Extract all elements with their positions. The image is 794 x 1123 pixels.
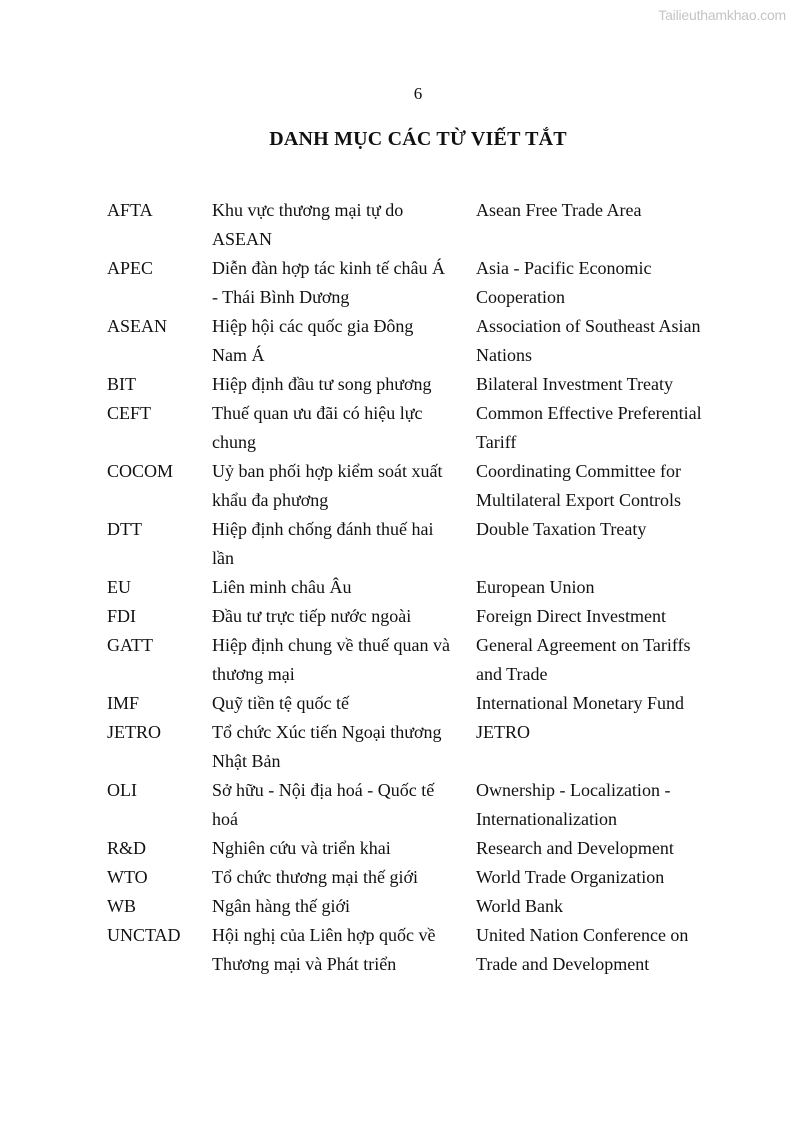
english-meaning-line: and Trade	[476, 664, 548, 684]
english-meaning-line	[476, 747, 726, 776]
english-meaning-line: European Union	[476, 577, 595, 597]
abbreviation-code: WTO	[107, 867, 148, 887]
abbreviation-row	[107, 892, 727, 921]
abbreviation-row	[107, 457, 727, 515]
english-meaning	[476, 892, 726, 921]
english-meaning-line: Multilateral Export Controls	[476, 490, 681, 510]
vietnamese-meaning-line: Quỹ tiền tệ quốc tế	[212, 693, 349, 713]
english-meaning-line: Ownership - Localization -	[476, 780, 671, 800]
english-meaning	[476, 196, 726, 254]
vietnamese-meaning	[212, 689, 476, 718]
vietnamese-meaning	[212, 457, 476, 515]
english-meaning-line: JETRO	[476, 722, 530, 742]
abbreviation-code: R&D	[107, 838, 147, 858]
abbreviation-code: CEFT	[107, 403, 152, 423]
vietnamese-meaning-line: Hiệp hội các quốc gia Đông	[212, 316, 414, 336]
english-meaning-line	[476, 544, 726, 573]
english-meaning	[476, 921, 726, 979]
english-meaning-line: Common Effective Preferential	[476, 403, 702, 423]
vietnamese-meaning	[212, 515, 476, 573]
english-meaning-line: Cooperation	[476, 287, 565, 307]
english-meaning-line: International Monetary Fund	[476, 693, 684, 713]
english-meaning	[476, 602, 726, 631]
english-meaning-line: United Nation Conference on	[476, 925, 689, 945]
abbreviation-code: OLI	[107, 780, 137, 800]
english-meaning	[476, 863, 726, 892]
vietnamese-meaning-line: Liên minh châu Âu	[212, 577, 352, 597]
vietnamese-meaning	[212, 631, 476, 689]
english-meaning-line: Internationalization	[476, 809, 617, 829]
vietnamese-meaning	[212, 254, 476, 312]
vietnamese-meaning-line: - Thái Bình Dương	[212, 287, 350, 307]
english-meaning-line: World Trade Organization	[476, 867, 665, 887]
vietnamese-meaning-line: Hiệp định đầu tư song phương	[212, 374, 432, 394]
abbreviation-row	[107, 718, 727, 776]
abbreviation-code: AFTA	[107, 200, 153, 220]
vietnamese-meaning-line: Nam Á	[212, 345, 265, 365]
english-meaning-line: Tariff	[476, 432, 517, 452]
vietnamese-meaning	[212, 921, 476, 979]
english-meaning-line: Asia - Pacific Economic	[476, 258, 652, 278]
english-meaning-line: Double Taxation Treaty	[476, 519, 647, 539]
vietnamese-meaning	[212, 834, 476, 863]
english-meaning	[476, 457, 726, 515]
vietnamese-meaning-line: Thương mại và Phát triển	[212, 954, 397, 974]
english-meaning-line	[476, 225, 726, 254]
vietnamese-meaning-line: Khu vực thương mại tự do	[212, 200, 404, 220]
vietnamese-meaning-line: Tổ chức Xúc tiến Ngoại thương	[212, 722, 442, 742]
abbreviation-code: JETRO	[107, 722, 161, 742]
vietnamese-meaning-line: Sở hữu - Nội địa hoá - Quốc tế	[212, 780, 435, 800]
abbreviation-row	[107, 196, 727, 254]
abbreviation-row	[107, 834, 727, 863]
vietnamese-meaning-line: Diễn đàn hợp tác kinh tế châu Á	[212, 258, 445, 278]
english-meaning	[476, 573, 726, 602]
vietnamese-meaning-line: Uỷ ban phối hợp kiểm soát xuất	[212, 461, 443, 481]
abbreviation-code: DTT	[107, 519, 142, 539]
english-meaning	[476, 370, 726, 399]
abbreviation-row	[107, 863, 727, 892]
vietnamese-meaning-line: Đầu tư trực tiếp nước ngoài	[212, 606, 412, 626]
vietnamese-meaning-line: lần	[212, 548, 234, 568]
english-meaning-line: Asean Free Trade Area	[476, 200, 642, 220]
page-title: DANH MỤC CÁC TỪ VIẾT TẮT	[269, 128, 567, 150]
abbreviation-code: GATT	[107, 635, 153, 655]
vietnamese-meaning-line: Thuế quan ưu đãi có hiệu lực	[212, 403, 423, 423]
vietnamese-meaning	[212, 196, 476, 254]
vietnamese-meaning	[212, 370, 476, 399]
abbreviation-code: ASEAN	[107, 316, 168, 336]
english-meaning	[476, 399, 726, 457]
abbreviation-row	[107, 254, 727, 312]
abbreviation-row	[107, 776, 727, 834]
vietnamese-meaning-line: Hiệp định chống đánh thuế hai	[212, 519, 434, 539]
vietnamese-meaning-line: Nghiên cứu và triển khai	[212, 838, 391, 858]
abbreviation-code: BIT	[107, 374, 136, 394]
english-meaning	[476, 631, 726, 689]
english-meaning-line: Foreign Direct Investment	[476, 606, 666, 626]
abbreviation-code: COCOM	[107, 461, 174, 481]
abbreviation-row	[107, 689, 727, 718]
abbreviation-row	[107, 631, 727, 689]
english-meaning	[476, 718, 726, 776]
abbreviation-row	[107, 921, 727, 979]
english-meaning-line: Research and Development	[476, 838, 674, 858]
vietnamese-meaning	[212, 573, 476, 602]
abbreviation-row	[107, 399, 727, 457]
vietnamese-meaning	[212, 718, 476, 776]
vietnamese-meaning-line: Hội nghị của Liên hợp quốc về	[212, 925, 436, 945]
vietnamese-meaning-line: chung	[212, 432, 256, 452]
english-meaning	[476, 254, 726, 312]
vietnamese-meaning	[212, 892, 476, 921]
abbreviation-code: FDI	[107, 606, 137, 626]
english-meaning	[476, 515, 726, 573]
abbreviation-row	[107, 515, 727, 573]
abbreviation-code: EU	[107, 577, 131, 597]
vietnamese-meaning	[212, 602, 476, 631]
abbreviation-code: WB	[107, 896, 136, 916]
vietnamese-meaning-line: thương mại	[212, 664, 295, 684]
vietnamese-meaning	[212, 312, 476, 370]
vietnamese-meaning-line: ASEAN	[212, 229, 273, 249]
english-meaning-line: Association of Southeast Asian	[476, 316, 701, 336]
watermark: Tailieuthamkhao.com	[658, 7, 786, 23]
abbreviation-row	[107, 602, 727, 631]
english-meaning	[476, 776, 726, 834]
vietnamese-meaning	[212, 776, 476, 834]
english-meaning-line: General Agreement on Tariffs	[476, 635, 691, 655]
english-meaning-line: Coordinating Committee for	[476, 461, 681, 481]
vietnamese-meaning-line: Ngân hàng thế giới	[212, 896, 350, 916]
abbreviation-code: UNCTAD	[107, 925, 181, 945]
vietnamese-meaning	[212, 399, 476, 457]
vietnamese-meaning-line: Nhật Bản	[212, 751, 281, 771]
english-meaning-line: Nations	[476, 345, 532, 365]
vietnamese-meaning-line: Tổ chức thương mại thế giới	[212, 867, 419, 887]
vietnamese-meaning-line: Hiệp định chung về thuế quan và	[212, 635, 450, 655]
abbreviation-row	[107, 573, 727, 602]
abbreviation-code: APEC	[107, 258, 154, 278]
vietnamese-meaning-line: hoá	[212, 809, 238, 829]
abbreviation-table	[107, 196, 727, 979]
english-meaning	[476, 834, 726, 863]
english-meaning-line: Bilateral Investment Treaty	[476, 374, 673, 394]
abbreviation-row	[107, 312, 727, 370]
page-number: 6	[413, 84, 423, 103]
abbreviation-row	[107, 370, 727, 399]
vietnamese-meaning	[212, 863, 476, 892]
english-meaning	[476, 689, 726, 718]
english-meaning-line: Trade and Development	[476, 954, 650, 974]
abbreviation-code: IMF	[107, 693, 140, 713]
english-meaning-line: World Bank	[476, 896, 564, 916]
vietnamese-meaning-line: khẩu đa phương	[212, 490, 329, 510]
english-meaning	[476, 312, 726, 370]
